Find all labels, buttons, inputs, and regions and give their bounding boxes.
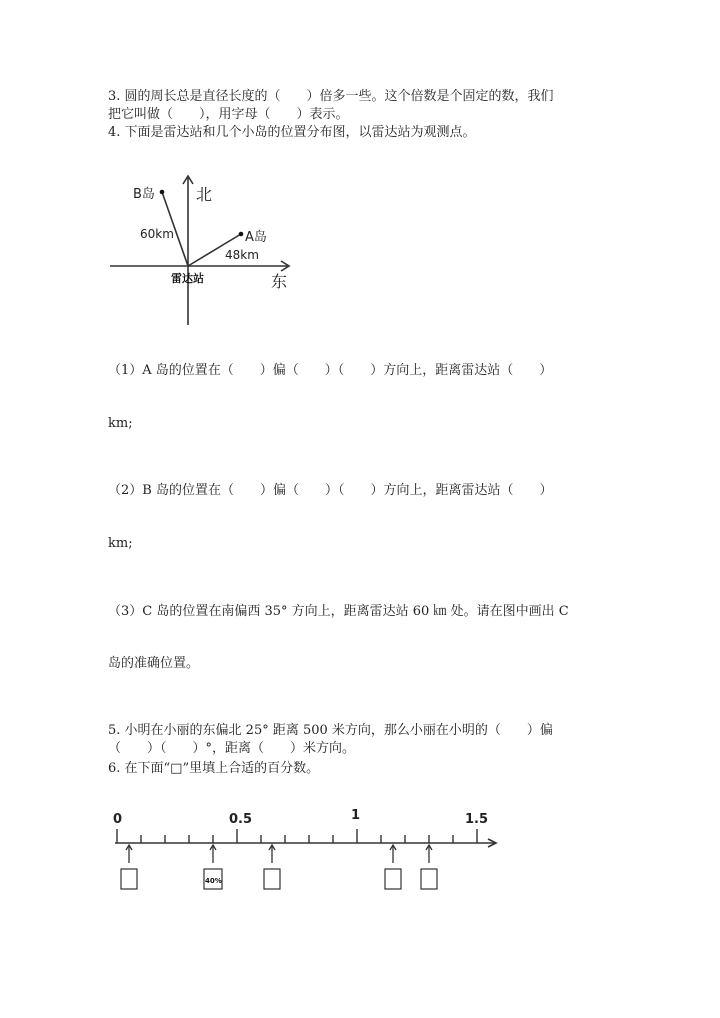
q4-sub1-unit: km; (108, 416, 133, 431)
island-a-dot (239, 232, 244, 237)
label-0: 0 (113, 812, 123, 827)
answer-box-5[interactable] (421, 869, 437, 889)
north-label: 北 (196, 185, 213, 204)
q3-line1: 3. 圆的周长总是直径长度的（ ）倍多一些。这个倍数是个固定的数，我们 (108, 89, 554, 104)
q6-stem: 6. 在下面“□”里填上合适的百分数。 (108, 761, 320, 776)
q4-sub3-line2: 岛的准确位置。 (108, 656, 200, 671)
q5-line1: 5. 小明在小丽的东偏北 25° 距离 500 米方向，那么小丽在小明的（ ）偏 (108, 723, 553, 738)
station-label: 雷达站 (171, 272, 204, 285)
answer-box-4[interactable] (385, 869, 401, 889)
q5-line2: （ ）（ ）°，距离（ ）米方向。 (108, 741, 356, 756)
island-b-label: B岛 (133, 187, 155, 202)
island-a-label: A岛 (245, 230, 267, 245)
label-0-5: 0.5 (229, 812, 253, 827)
label-1: 1 (351, 808, 361, 823)
q4-sub3-line1: （3）C 岛的位置在南偏西 35° 方向上，距离雷达站 60 ㎞ 处。请在图中画出 C (108, 604, 569, 619)
scale-labels (113, 808, 488, 827)
island-b-dot (160, 190, 165, 195)
q4-stem: 4. 下面是雷达站和几个小岛的位置分布图，以雷达站为观测点。 (108, 125, 476, 140)
label-1-5: 1.5 (465, 812, 489, 827)
east-label: 东 (271, 272, 288, 291)
dist-a-label: 48km (225, 248, 259, 262)
q3-line2: 把它叫做（ ），用字母（ ）表示。 (108, 107, 349, 122)
answer-box-3[interactable] (264, 869, 280, 889)
radar-diagram (105, 170, 305, 340)
number-line (105, 805, 505, 900)
q4-sub1: （1）A 岛的位置在（ ）偏（ ）（ ）方向上，距离雷达站（ ） (108, 363, 553, 378)
tick-marks (117, 829, 477, 843)
dist-b-label: 60km (140, 227, 174, 241)
q4-sub2-unit: km; (108, 536, 133, 551)
answer-box-2-text: 40% (205, 877, 222, 885)
q4-sub2: （2）B 岛的位置在（ ）偏（ ）（ ）方向上，距离雷达站（ ） (108, 483, 553, 498)
answer-box-1[interactable] (121, 869, 137, 889)
